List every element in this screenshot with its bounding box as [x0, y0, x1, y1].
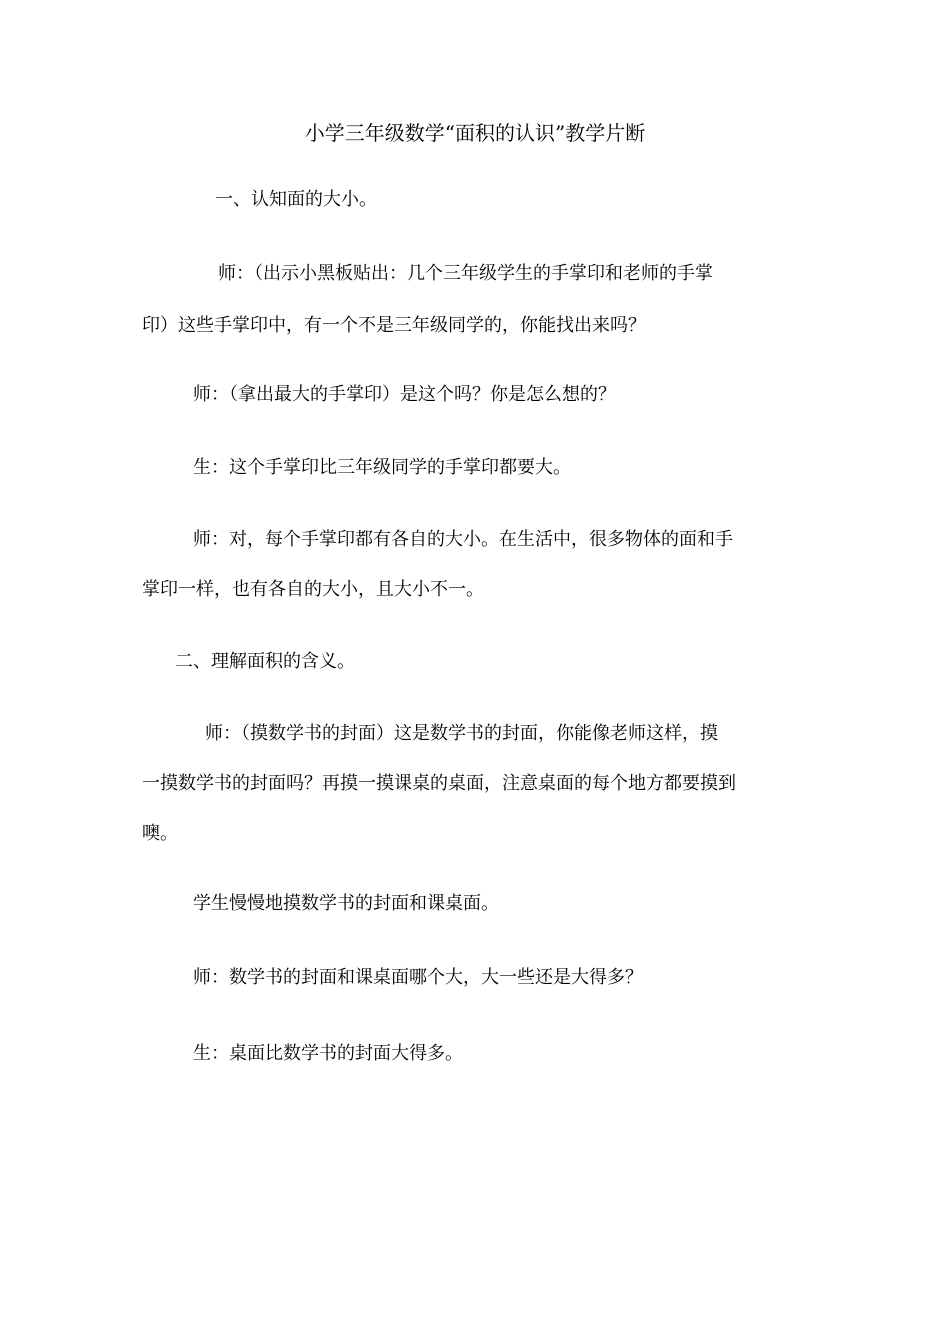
paragraph-line: 生：这个手掌印比三年级同学的手掌印都要大。 — [193, 457, 571, 478]
paragraph-line: 噢。 — [142, 823, 178, 844]
section-heading-2: 二、理解面积的含义。 — [175, 651, 355, 672]
paragraph-line: 师：（出示小黑板贴出：几个三年级学生的手掌印和老师的手掌 — [218, 263, 713, 284]
section-heading-1: 一、认知面的大小。 — [215, 189, 377, 210]
document-title: 小学三年级数学“面积的认识”教学片断 — [304, 121, 646, 145]
paragraph-line: 师：（拿出最大的手掌印）是这个吗？你是怎么想的？ — [193, 384, 616, 405]
paragraph-line: 师：对，每个手掌印都有各自的大小。在生活中，很多物体的面和手 — [193, 529, 733, 550]
paragraph-line: 一摸数学书的封面吗？再摸一摸课桌的桌面，注意桌面的每个地方都要摸到 — [142, 773, 736, 794]
paragraph-line: 师：（摸数学书的封面）这是数学书的封面，你能像老师这样，摸 — [205, 723, 718, 744]
paragraph-line: 师：数学书的封面和课桌面哪个大，大一些还是大得多？ — [193, 967, 643, 988]
paragraph-line: 学生慢慢地摸数学书的封面和课桌面。 — [193, 893, 499, 914]
paragraph-line: 掌印一样，也有各自的大小，且大小不一。 — [142, 579, 484, 600]
paragraph-line: 印）这些手掌印中，有一个不是三年级同学的，你能找出来吗？ — [142, 315, 646, 336]
paragraph-line: 生：桌面比数学书的封面大得多。 — [193, 1043, 463, 1064]
